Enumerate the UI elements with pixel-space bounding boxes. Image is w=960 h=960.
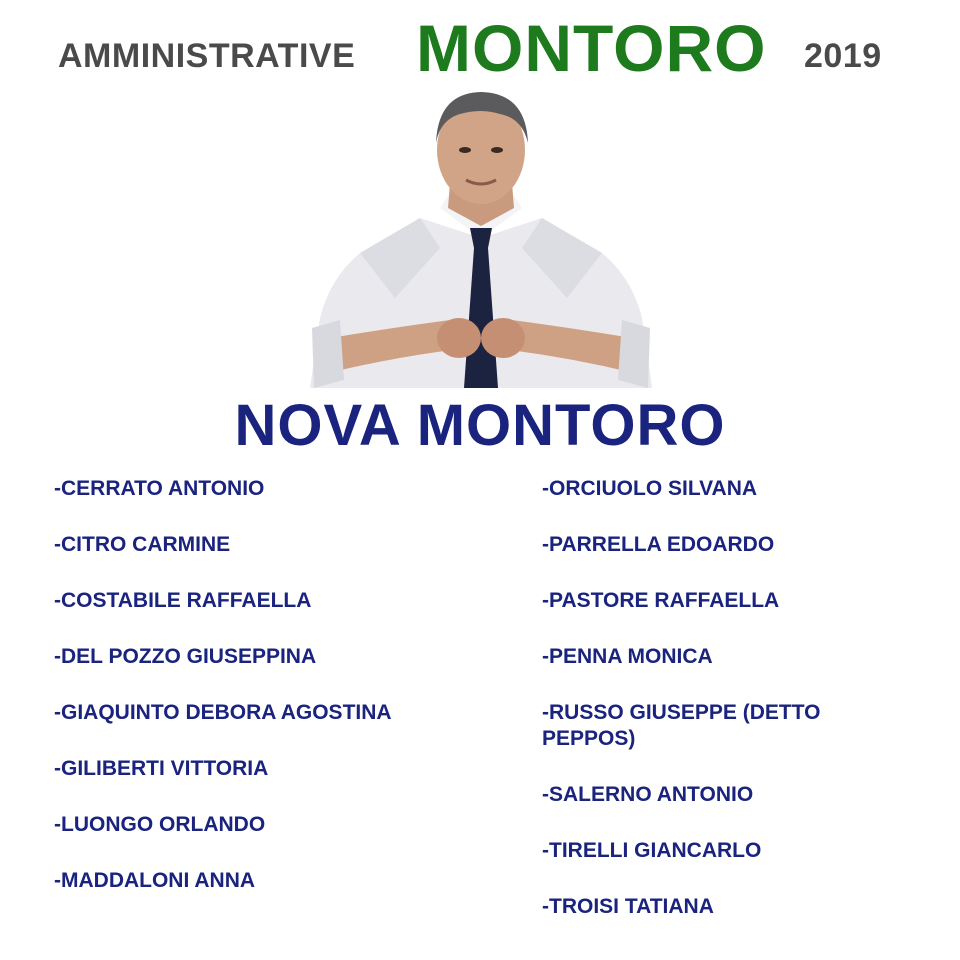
header-prefix: AMMINISTRATIVE xyxy=(58,37,356,75)
candidate-portrait-illustration xyxy=(300,88,662,388)
list-item: -SALERNO ANTONIO xyxy=(542,783,754,806)
list-item: -GILIBERTI VITTORIA xyxy=(54,757,269,780)
list-title: NOVA MONTORO xyxy=(234,393,726,458)
candidate-column-right xyxy=(542,476,902,950)
list-item: -LUONGO ORLANDO xyxy=(54,813,266,836)
header-year: 2019 xyxy=(804,37,882,75)
poster-header xyxy=(0,0,960,90)
list-item: -RUSSO GIUSEPPE (DETTO PEPPOS) xyxy=(542,701,821,750)
list-item: -DEL POZZO GIUSEPPINA xyxy=(54,645,317,668)
list-item: -TROISI TATIANA xyxy=(542,895,714,918)
list-item: -ORCIUOLO SILVANA xyxy=(542,477,758,500)
list-item: -GIAQUINTO DEBORA AGOSTINA xyxy=(54,701,392,724)
list-item: -COSTABILE RAFFAELLA xyxy=(54,589,312,612)
candidate-photo xyxy=(300,88,662,388)
list-item: -CITRO CARMINE xyxy=(54,533,231,556)
list-item: -CERRATO ANTONIO xyxy=(54,477,265,500)
list-item: -PARRELLA EDOARDO xyxy=(542,533,775,556)
list-item: -TIRELLI GIANCARLO xyxy=(542,839,762,862)
list-item: -PENNA MONICA xyxy=(542,645,713,668)
list-item: -PASTORE RAFFAELLA xyxy=(542,589,780,612)
list-item: -MADDALONI ANNA xyxy=(54,869,256,892)
header-town: MONTORO xyxy=(416,11,767,85)
candidate-column-left xyxy=(54,476,474,924)
